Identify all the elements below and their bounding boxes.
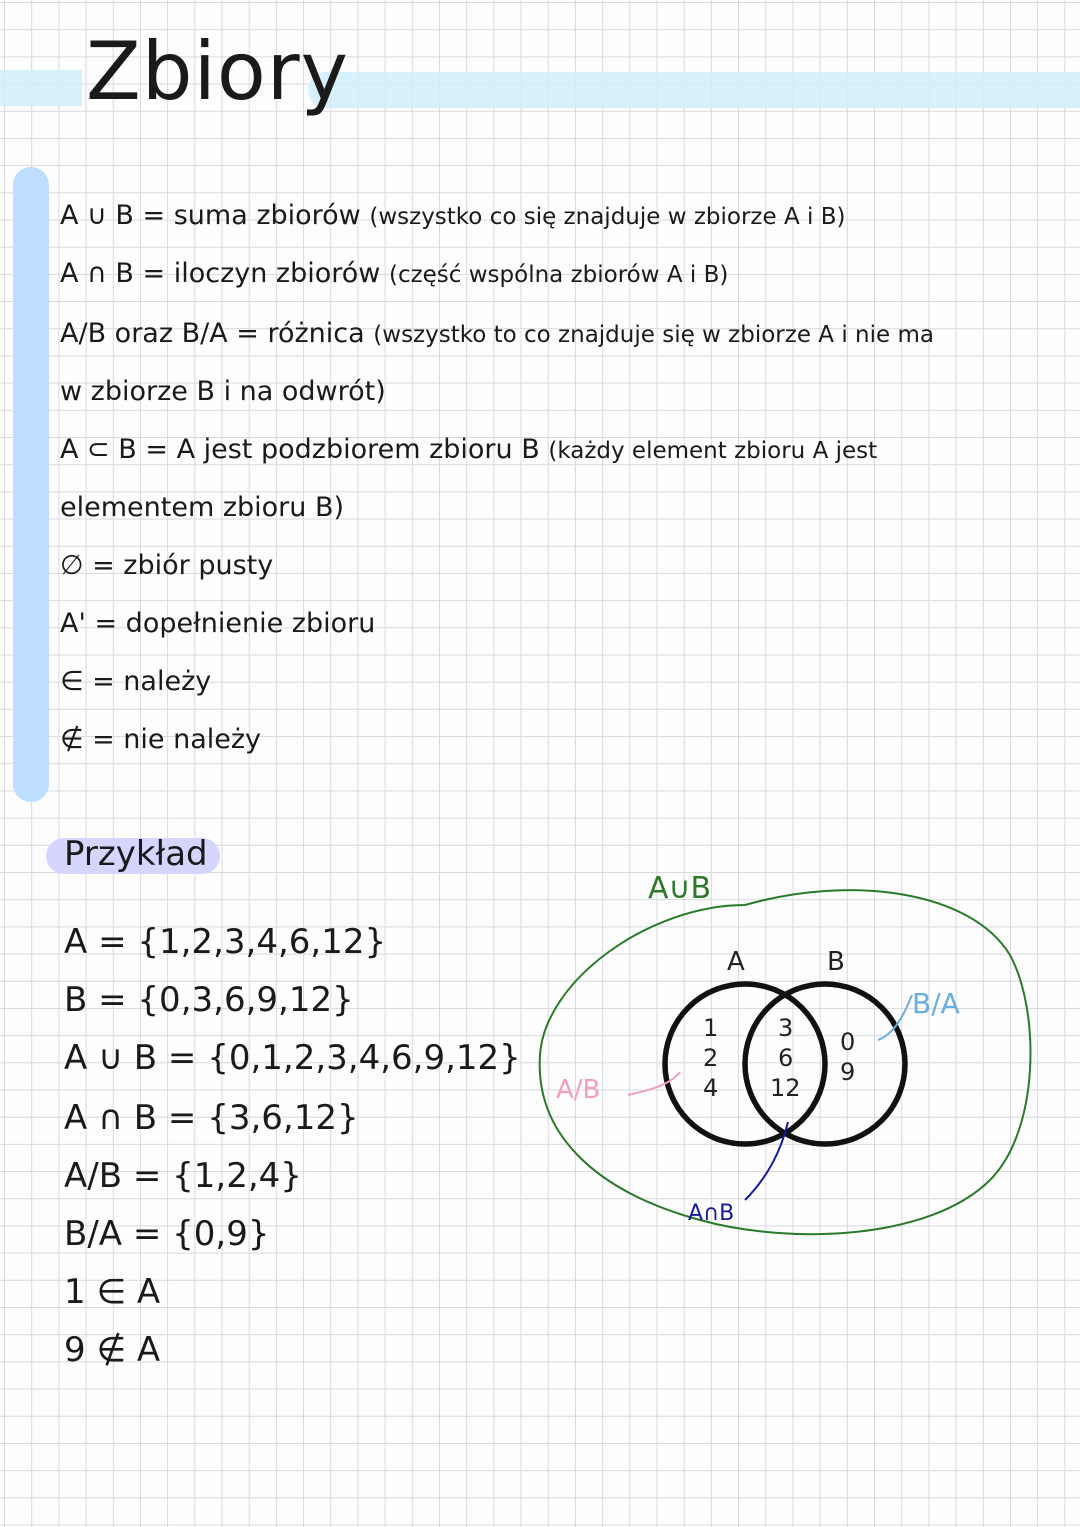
definition-text: A ⊂ B = A jest podzbiorem zbioru B [60, 434, 540, 465]
definition-text: elementem zbioru B) [60, 492, 345, 523]
definition-empty-set [60, 550, 273, 582]
title-highlight-right [308, 72, 1080, 108]
definition-union [60, 200, 845, 232]
intersection-value: 3 [778, 1014, 794, 1042]
example-line: 9 ∉ A [64, 1330, 161, 1370]
venn-diagram [530, 860, 1050, 1260]
definition-text: ∉ = nie należy [60, 724, 262, 755]
definition-difference-cont [60, 376, 386, 408]
intersection-value: 12 [770, 1074, 801, 1102]
definition-note: (część wspólna zbiorów A i B) [388, 262, 729, 288]
intersection-value: 6 [778, 1044, 794, 1072]
only-a-value: 1 [703, 1014, 719, 1042]
b-minus-a-label: B/A [912, 987, 960, 1020]
definition-text: A' = dopełnienie zbioru [60, 608, 376, 639]
example-line: A = {1,2,3,4,6,12} [64, 922, 387, 962]
definition-note: (wszystko to co znajduje się w zbiorze A i nie ma [373, 322, 934, 348]
b-minus-a-pointer [878, 995, 912, 1040]
definition-text: ∈ = należy [60, 666, 212, 697]
only-b-value: 9 [840, 1058, 856, 1086]
definition-note: (wszystko co się znajduje w zbiorze A i B) [369, 204, 846, 230]
example-line: A ∩ B = {3,6,12} [64, 1098, 359, 1138]
definition-difference [60, 318, 934, 350]
only-a-value: 4 [703, 1074, 719, 1102]
definition-text: ∅ = zbiór pusty [60, 550, 274, 581]
example-line: A ∪ B = {0,1,2,3,4,6,9,12} [64, 1038, 521, 1078]
a-minus-b-label: A/B [556, 1075, 601, 1105]
example-line: B = {0,3,6,9,12} [64, 980, 354, 1020]
definition-not-element-of [60, 724, 261, 756]
set-a-label: A [727, 947, 745, 977]
definition-text: A ∪ B = suma zbiorów [60, 200, 361, 231]
example-label-highlight [46, 834, 220, 874]
definition-subset [60, 434, 877, 466]
definition-intersection [60, 258, 728, 290]
set-b-label: B [827, 947, 845, 977]
definition-subset-cont [60, 492, 344, 524]
union-label: A∪B [648, 871, 712, 906]
definition-text: A/B oraz B/A = różnica [60, 318, 365, 349]
page-title: Zbiory [86, 25, 349, 118]
intersection-label: A∩B [688, 1201, 735, 1226]
example-line: 1 ∈ A [64, 1272, 161, 1312]
example-label: Przykład [64, 834, 208, 874]
only-a-value: 2 [703, 1044, 719, 1072]
definition-text: A ∩ B = iloczyn zbiorów [60, 258, 381, 289]
definitions-side-bar [13, 167, 49, 802]
example-line: B/A = {0,9} [64, 1214, 270, 1254]
definition-text: w zbiorze B i na odwrót) [60, 376, 386, 407]
definition-note: (każdy element zbioru A jest [548, 438, 878, 464]
definition-complement [60, 608, 375, 640]
definition-element-of [60, 666, 211, 698]
example-line: A/B = {1,2,4} [64, 1156, 302, 1196]
title-highlight-left [0, 70, 82, 106]
only-b-value: 0 [840, 1028, 856, 1056]
